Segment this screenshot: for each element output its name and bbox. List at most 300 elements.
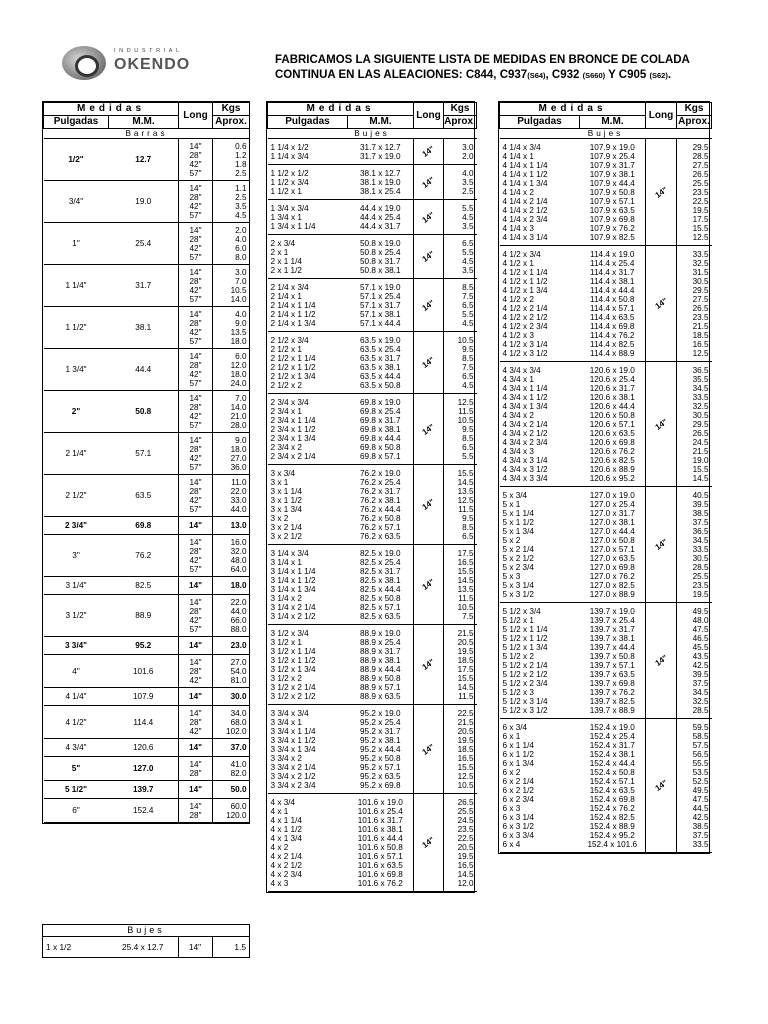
barra-kgs-values xyxy=(213,394,247,430)
buje-mm-values-line: 139.7 x 88.9 xyxy=(589,705,635,715)
buje-mm-values-line: 69.8 x 50.8 xyxy=(360,442,401,452)
buje-kgs-values-line: 30.5 xyxy=(692,410,709,420)
buje-pulgadas-values-line: 3 1/2 x 2 1/4 xyxy=(270,682,316,692)
headline-sep-2: Y C905 xyxy=(605,69,650,81)
barra-kgs-values-line: 44.0 xyxy=(230,504,247,514)
barra-pulgadas: 3 3/4" xyxy=(44,637,109,655)
barra-pulgadas: 1 3/4" xyxy=(44,349,109,391)
buje-pulgadas xyxy=(268,332,348,394)
buje-mm-values-line: 120.6 x 31.7 xyxy=(589,383,635,393)
buje-pulgadas-values-line: 6 x 2 xyxy=(502,767,521,777)
buje-kgs-values-line: 5.5 xyxy=(462,247,474,257)
buje-pulgadas-values-line: 1 1/2 x 1/2 xyxy=(270,168,309,178)
buje-kgs-values-line: 34.5 xyxy=(692,687,709,697)
barra-kgs-values-line: 1.2 xyxy=(235,150,247,160)
barra-long-values-line: 57" xyxy=(189,336,202,346)
buje-pulgadas-values-line: 2 3/4 x 1 1/2 xyxy=(270,424,316,434)
buje-kgs-values-line: 28.5 xyxy=(692,151,709,161)
header-aprox: Aprox. xyxy=(213,116,250,129)
buje-pulgadas-values-line: 3 1/2 x 1 1/4 xyxy=(270,646,316,656)
barra-kgs-values xyxy=(213,598,247,634)
buje-kgs-values-line: 19.5 xyxy=(457,735,474,745)
buje-kgs-values-line: 38.5 xyxy=(692,821,709,831)
buje-long xyxy=(414,545,444,625)
buje-mm-values-line: 63.5 x 50.8 xyxy=(360,380,401,390)
barra-long-values-line: 57" xyxy=(189,420,202,430)
barra-long-values-line: 42" xyxy=(189,411,202,421)
buje-pulgadas-values-line: 5 1/2 x 3 1/4 xyxy=(502,696,548,706)
buje-mm-values-line: 76.2 x 38.1 xyxy=(360,495,401,505)
buje-mm-values-line: 57.1 x 19.0 xyxy=(360,282,401,292)
buje-mm-values-line: 88.9 x 57.1 xyxy=(360,682,401,692)
buje-pulgadas-values-line: 5 x 2 3/4 xyxy=(502,562,534,572)
header-long: Long xyxy=(646,103,677,129)
buje-pulgadas-values-line: 5 1/2 x 1 1/2 xyxy=(502,633,548,643)
barra-long-values xyxy=(179,709,212,736)
buje-pulgadas-values-line: 3 3/4 x 2 xyxy=(270,753,302,763)
buje-mm-values-line: 152.4 x 95.2 xyxy=(589,830,635,840)
table-row xyxy=(268,200,477,235)
buje-mm-values-line: 139.7 x 76.2 xyxy=(589,687,635,697)
buje-mm-values-line: 63.5 x 38.1 xyxy=(360,362,401,372)
buje-mm-values-line: 82.5 x 31.7 xyxy=(360,566,401,576)
buje-pulgadas-values-line: 4 1/2 x 2 1/4 xyxy=(502,303,548,313)
buje-kgs-values xyxy=(444,629,474,701)
buje-mm-values-line: 88.9 x 44.4 xyxy=(360,664,401,674)
buje-pulgadas-values-line: 3 1/2 x 1 xyxy=(270,637,302,647)
barra-kgs-values-line: 34.0 xyxy=(230,708,247,718)
barra-long-values xyxy=(179,692,212,701)
buje-pulgadas-values-line: 1 1/2 x 1 xyxy=(270,186,302,196)
header-medidas: Medidas xyxy=(268,103,414,116)
buje-kgs-values-line: 32.5 xyxy=(692,696,709,706)
table-row xyxy=(44,181,250,223)
barra-kgs xyxy=(213,799,250,823)
buje-pulgadas-values-line: 3 1/4 x 3/4 xyxy=(270,548,309,558)
buje-mm-values-line: 69.8 x 57.1 xyxy=(360,451,401,461)
buje-long-label: 14" xyxy=(653,416,669,432)
barra-kgs xyxy=(213,739,250,757)
header-long: Long xyxy=(414,103,444,129)
buje-mm-values-line: 101.6 x 76.2 xyxy=(357,878,403,888)
buje-mm-values-line: 152.4 x 57.1 xyxy=(589,776,635,786)
barra-long-values xyxy=(179,785,212,794)
buje-pulgadas-values-line: 4 1/4 x 1 1/2 xyxy=(502,169,548,179)
buje-kgs-values-line: 12.5 xyxy=(457,397,474,407)
buje-pulgadas-values xyxy=(271,143,348,161)
barra-pulgadas: 3 1/2" xyxy=(44,595,109,637)
buje-pulgadas-values-line: 4 3/4 x 1 3/4 xyxy=(502,401,548,411)
buje-mm-values-line: 120.6 x 95.2 xyxy=(589,473,635,483)
buje-kgs-values xyxy=(444,204,474,231)
barra-long-values-line: 28" xyxy=(189,810,202,820)
barra-long-values-line: 14" xyxy=(189,183,202,193)
buje-kgs-values-line: 30.5 xyxy=(692,276,709,286)
buje-mm-values-line: 76.2 x 57.1 xyxy=(360,522,401,532)
barra-pulgadas: 3 1/4" xyxy=(44,577,109,595)
table-row xyxy=(500,487,712,603)
barra-long-values-line: 28" xyxy=(189,360,202,370)
buje-pulgadas-values-line: 4 x 3/4 xyxy=(270,797,296,807)
buje-pulgadas-values-line: 2 1/4 x 3/4 xyxy=(270,282,309,292)
barra-long-values-line: 28" xyxy=(189,444,202,454)
barra-long-values xyxy=(179,802,212,820)
buje-mm-values-line: 107.9 x 25.4 xyxy=(589,151,635,161)
table-row xyxy=(268,165,477,200)
buje-mm-values-line: 114.4 x 57.1 xyxy=(590,303,635,313)
buje-kgs-values-line: 25.5 xyxy=(457,806,474,816)
barra-long-values-line: 14" xyxy=(189,351,202,361)
buje-mm-values-line: 50.8 x 25.4 xyxy=(360,247,401,257)
barra-long-values-line: 14" xyxy=(189,309,202,319)
buje-long-label: 14" xyxy=(653,537,669,552)
buje-pulgadas-values-line: 4 3/4 x 2 1/2 xyxy=(502,428,548,438)
buje-pulgadas-values-line: 4 1/4 x 2 1/2 xyxy=(502,205,548,215)
buje-pulgadas-values-line: 2 x 3/4 xyxy=(270,238,296,248)
barra-long-values-line: 28" xyxy=(189,666,202,676)
buje-mm-values-line: 152.4 x 63.5 xyxy=(589,785,635,795)
buje-mm-values-line: 101.6 x 50.8 xyxy=(357,842,403,852)
buje-pulgadas-values-line: 1 3/4 x 1 1/4 xyxy=(270,221,316,231)
buje-pulgadas-values-line: 4 3/4 x 1 xyxy=(502,374,534,384)
buje-pulgadas xyxy=(268,625,348,705)
buje-mm-values-line: 152.4 x 101.6 xyxy=(587,839,638,849)
barra-long-values-line: 28" xyxy=(189,546,202,556)
barra-long-values-line: 14" xyxy=(189,743,203,752)
buje-mm-values-line: 95.2 x 25.4 xyxy=(360,717,401,727)
barra-pulgadas: 3/4" xyxy=(44,181,109,223)
buje-pulgadas-values-line: 5 x 1 3/4 xyxy=(502,526,534,536)
buje-pulgadas-values-line: 6 x 1 1/2 xyxy=(502,749,534,759)
buje-kgs-values xyxy=(444,549,474,621)
buje-pulgadas-values xyxy=(271,469,348,541)
barra-long-values-line: 42" xyxy=(189,285,202,295)
buje-long-label: 14" xyxy=(420,355,437,370)
buje-kgs xyxy=(444,394,477,465)
buje-pulgadas-values-line: 4 3/4 x 2 1/4 xyxy=(502,419,548,429)
barra-long-values xyxy=(179,352,212,388)
barra-long-values xyxy=(179,394,212,430)
buje-kgs-values-line: 56.5 xyxy=(692,749,709,759)
barra-kgs xyxy=(213,637,250,655)
buje-long xyxy=(646,719,677,853)
buje-kgs-values-line: 14.5 xyxy=(457,477,474,487)
buje-mm-values-line: 63.5 x 44.4 xyxy=(360,371,401,381)
buje-mm-values-line: 82.5 x 38.1 xyxy=(360,575,401,585)
buje-mm xyxy=(348,200,414,235)
barra-kgs-values-line: 13.0 xyxy=(230,521,247,530)
barra-long xyxy=(179,577,213,595)
buje-kgs-values-line: 33.5 xyxy=(692,544,709,554)
buje-pulgadas-values-line: 4 1/4 x 2 xyxy=(502,187,534,197)
buje-pulgadas xyxy=(268,705,348,794)
barra-kgs xyxy=(213,517,250,535)
barra-long-values-line: 14" xyxy=(189,477,202,487)
buje-kgs-values-line: 35.5 xyxy=(692,374,709,384)
barra-kgs-values-line: 33.0 xyxy=(230,495,247,505)
buje-mm-values-line: 88.9 x 19.0 xyxy=(360,628,401,638)
buje-kgs-values-line: 2.0 xyxy=(462,151,474,161)
buje-mm-values-line: 82.5 x 19.0 xyxy=(360,548,401,558)
buje-mm xyxy=(348,235,414,279)
buje-long xyxy=(646,246,677,362)
buje-pulgadas xyxy=(268,165,348,200)
barra-pulgadas: 4 3/4" xyxy=(44,739,109,757)
buje-pulgadas-values-line: 4 1/4 x 1 3/4 xyxy=(502,178,548,188)
buje-mm-values-line: 152.4 x 38.1 xyxy=(589,749,635,759)
buje-mm-values-line: 57.1 x 31.7 xyxy=(360,300,401,310)
buje-mm-values-line: 38.1 x 25.4 xyxy=(360,186,401,196)
barra-long-values-line: 57" xyxy=(189,624,202,634)
buje-kgs-values-line: 34.5 xyxy=(692,535,709,545)
page-header xyxy=(0,0,768,100)
buje-kgs-values-line: 3.0 xyxy=(462,142,474,152)
barra-kgs-values-line: 18.0 xyxy=(230,369,247,379)
buje-kgs-values-line: 8.5 xyxy=(462,522,474,532)
barra-long xyxy=(179,391,213,433)
bujes-table-2 xyxy=(266,101,475,893)
barra-long-values-line: 42" xyxy=(189,243,202,253)
barra-kgs xyxy=(213,595,250,637)
buje-pulgadas-values-line: 2 1/4 x 1 1/4 xyxy=(270,300,316,310)
barra-long-values-line: 57" xyxy=(189,564,202,574)
headline-s64: (S64) xyxy=(527,71,546,80)
header-pulgadas: Pulgadas xyxy=(44,116,109,129)
barra-long-values-line: 42" xyxy=(189,201,202,211)
buje-mm-values-line: 127.0 x 25.4 xyxy=(589,499,635,509)
buje-mm-values-line: 95.2 x 31.7 xyxy=(360,726,401,736)
buje-pulgadas-values-line: 2 1/2 x 1 1/2 xyxy=(270,362,316,372)
buje-kgs-values-line: 14.5 xyxy=(457,869,474,879)
buje-mm-values-line: 69.8 x 25.4 xyxy=(360,406,401,416)
buje-mm-values-line: 101.6 x 25.4 xyxy=(357,806,403,816)
barra-kgs xyxy=(213,433,250,475)
buje-kgs-values-line: 8.5 xyxy=(462,433,474,443)
buje-pulgadas-values-line: 3 3/4 x 1 1/4 xyxy=(270,726,316,736)
buje-long-label: 14" xyxy=(420,741,437,757)
table-row xyxy=(268,625,477,705)
buje-mm-values-line: 114.4 x 76.2 xyxy=(590,330,635,340)
barra-mm: 107.9 xyxy=(109,688,179,706)
buje-mm-values-line: 38.1 x 19.0 xyxy=(360,177,401,187)
section-title: Bujes xyxy=(500,129,712,139)
buje-kgs xyxy=(677,719,712,853)
buje-mm-values-line: 127.0 x 76.2 xyxy=(589,571,635,581)
buje-kgs-values-line: 10.5 xyxy=(457,335,474,345)
buje-pulgadas xyxy=(268,279,348,332)
buje-pulgadas-values xyxy=(271,549,348,621)
barra-long xyxy=(179,781,213,799)
buje-pulgadas xyxy=(500,719,580,853)
barra-kgs-values xyxy=(213,692,247,701)
buje-kgs-values-line: 4.5 xyxy=(462,212,474,222)
table-row xyxy=(44,655,250,688)
buje-mm-values-line: 152.4 x 25.4 xyxy=(589,731,635,741)
buje-pulgadas-values-line: 2 1/2 x 1 3/4 xyxy=(270,371,316,381)
buje-kgs-values-line: 15.5 xyxy=(457,762,474,772)
barra-long xyxy=(179,799,213,823)
barra-kgs-values xyxy=(213,268,247,304)
buje-pulgadas-values-line: 1 1/4 x 1/2 xyxy=(270,142,309,152)
buje-mm-values-line: 120.6 x 50.8 xyxy=(589,410,635,420)
buje-kgs-values-line: 44.5 xyxy=(692,803,709,813)
barra-mm: 31.7 xyxy=(109,265,179,307)
barra-kgs-values-line: 3.0 xyxy=(235,267,247,277)
buje-mm-values-line: 127.0 x 57.1 xyxy=(589,544,635,554)
buje-mm-values-line: 31.7 x 19.0 xyxy=(360,151,401,161)
barra-kgs-values-line: 82.0 xyxy=(230,768,247,778)
buje-mm-values-line: 63.5 x 19.0 xyxy=(360,335,401,345)
buje-kgs-values-line: 36.5 xyxy=(692,365,709,375)
buje-kgs-values-line: 6.5 xyxy=(462,371,474,381)
buje-pulgadas-values xyxy=(503,366,580,483)
barra-long xyxy=(179,475,213,517)
buje-kgs xyxy=(677,362,712,487)
barra-kgs-values-line: 32.0 xyxy=(230,546,247,556)
buje-mm-values-line: 95.2 x 19.0 xyxy=(360,708,401,718)
buje-pulgadas-values xyxy=(271,169,348,196)
buje-pulgadas-values-line: 4 x 2 1/4 xyxy=(270,851,302,861)
buje-kgs-values-line: 58.5 xyxy=(692,731,709,741)
barra-long-values-line: 28" xyxy=(189,717,202,727)
barra-long-values-line: 14" xyxy=(189,641,203,650)
buje-mm-values xyxy=(580,491,646,599)
buje-kgs-values xyxy=(677,491,709,599)
barra-kgs-values-line: 10.5 xyxy=(230,285,247,295)
buje-kgs-values-line: 9.5 xyxy=(462,424,474,434)
buje-mm-values-line: 82.5 x 57.1 xyxy=(360,602,401,612)
table-row xyxy=(44,739,250,757)
buje-pulgadas-values-line: 3 1/4 x 1 1/4 xyxy=(270,566,316,576)
barra-long xyxy=(179,517,213,535)
buje-pulgadas-values xyxy=(271,204,348,231)
barra-long xyxy=(179,688,213,706)
header-kgs: Kgs xyxy=(677,103,712,116)
barra-long-values-line: 14" xyxy=(189,785,203,794)
buje-mm-values-line: 120.6 x 82.5 xyxy=(589,455,635,465)
buje-kgs-values-line: 24.5 xyxy=(692,437,709,447)
buje-pulgadas-values-line: 4 1/4 x 2 3/4 xyxy=(502,214,548,224)
buje-mm xyxy=(348,279,414,332)
buje-pulgadas-values-line: 3 x 1 3/4 xyxy=(270,504,302,514)
barra-kgs-values xyxy=(213,310,247,346)
barra-kgs-values-line: 11.0 xyxy=(231,477,247,487)
buje-pulgadas-values-line: 6 x 1 1/4 xyxy=(502,740,534,750)
barra-long-values xyxy=(179,598,212,634)
barra-mm: 139.7 xyxy=(109,781,179,799)
buje-long xyxy=(646,362,677,487)
buje-long xyxy=(646,139,677,246)
buje-mm-values-line: 114.4 x 19.0 xyxy=(590,249,635,259)
barra-long-values-line: 14" xyxy=(189,393,202,403)
barra-kgs xyxy=(213,139,250,181)
buje-pulgadas xyxy=(268,465,348,545)
barra-long-values xyxy=(179,226,212,262)
barra-kgs-values-line: 68.0 xyxy=(230,717,247,727)
barra-mm: 38.1 xyxy=(109,307,179,349)
barra-long-values-line: 14" xyxy=(189,581,203,590)
buje-mm-values-line: 152.4 x 82.5 xyxy=(589,812,635,822)
barra-pulgadas: 3" xyxy=(44,535,109,577)
buje-pulgadas-values-line: 3 x 2 1/2 xyxy=(270,531,302,541)
barra-mm: 95.2 xyxy=(109,637,179,655)
buje-kgs-values-line: 42.5 xyxy=(692,812,709,822)
table-row xyxy=(44,433,250,475)
buje-kgs-values-line: 15.5 xyxy=(457,673,474,683)
buje-kgs-values-line: 43.5 xyxy=(692,651,709,661)
buje-kgs-values-line: 26.5 xyxy=(692,303,709,313)
buje-pulgadas-values-line: 3 x 2 1/4 xyxy=(270,522,302,532)
buje-mm-values-line: 107.9 x 57.1 xyxy=(589,196,635,206)
buje-pulgadas-values-line: 4 1/2 x 1 1/4 xyxy=(502,267,548,277)
buje-pulgadas-values xyxy=(503,607,580,715)
buje-mm-values-line: 44.4 x 19.0 xyxy=(360,203,401,213)
headline-line-1: FABRICAMOS LA SIGUIENTE LISTA DE MEDIDAS EN BRONCE DE COLADA xyxy=(275,54,690,66)
barra-mm: 76.2 xyxy=(109,535,179,577)
buje-kgs-values-line: 25.5 xyxy=(692,178,709,188)
buje-mm-values-line: 57.1 x 25.4 xyxy=(360,291,401,301)
buje-long xyxy=(414,332,444,394)
buje-long xyxy=(414,794,444,892)
buje-mm xyxy=(348,705,414,794)
barra-kgs-values xyxy=(213,743,247,752)
barra-kgs-values-line: 64.0 xyxy=(230,564,247,574)
buje-kgs-values-line: 15.5 xyxy=(457,566,474,576)
buje-kgs-values-line: 11.5 xyxy=(458,691,474,701)
bujes-small-table xyxy=(42,924,250,958)
buje-mm-values-line: 139.7 x 25.4 xyxy=(589,615,635,625)
barra-kgs-values-line: 1.8 xyxy=(235,159,247,169)
buje-pulgadas-values-line: 3 1/2 x 1 3/4 xyxy=(270,664,316,674)
buje-mm-values-line: 114.4 x 38.1 xyxy=(590,276,635,286)
barra-pulgadas: 1 1/2" xyxy=(44,307,109,349)
table-row xyxy=(44,265,250,307)
buje-kgs-values-line: 20.5 xyxy=(457,726,474,736)
barra-mm: 50.8 xyxy=(109,391,179,433)
buje-kgs-values-line: 26.5 xyxy=(692,169,709,179)
buje-mm-values-line: 139.7 x 63.5 xyxy=(589,669,635,679)
buje-mm-values-line: 139.7 x 19.0 xyxy=(589,606,635,616)
barra-kgs-values xyxy=(213,785,247,794)
table-row xyxy=(43,937,249,957)
buje-pulgadas-values-line: 3 1/4 x 2 1/2 xyxy=(270,611,316,621)
buje-mm-values-line: 63.5 x 25.4 xyxy=(360,344,401,354)
buje-kgs-values-line: 49.5 xyxy=(692,606,709,616)
buje-mm-values-line: 139.7 x 82.5 xyxy=(589,696,635,706)
barra-long-values-line: 14" xyxy=(189,141,202,151)
buje-kgs-values xyxy=(444,469,474,541)
barra-kgs-values-line: 88.0 xyxy=(230,624,247,634)
buje-pulgadas-values-line: 3 1/2 x 2 xyxy=(270,673,302,683)
buje-kgs-values-line: 42.5 xyxy=(692,660,709,670)
buje-kgs-values-line: 18.5 xyxy=(457,655,474,665)
barra-kgs-values-line: 44.0 xyxy=(230,606,247,616)
buje-mm-values-line: 114.4 x 69.8 xyxy=(590,321,635,331)
buje-pulgadas-values-line: 3 1/2 x 2 1/2 xyxy=(270,691,316,701)
buje-pulgadas xyxy=(268,394,348,465)
barra-mm: 12.7 xyxy=(109,139,179,181)
barra-kgs-values-line: 14.0 xyxy=(230,402,247,412)
buje-kgs-values-line: 8.5 xyxy=(462,353,474,363)
barra-pulgadas: 2" xyxy=(44,391,109,433)
buje-kgs-values-line: 34.5 xyxy=(692,383,709,393)
buje-pulgadas-values xyxy=(271,629,348,701)
barra-long-values xyxy=(179,658,212,685)
buje-mm-values-line: 101.6 x 63.5 xyxy=(357,860,403,870)
barra-long-values-line: 42" xyxy=(189,555,202,565)
buje-mm-values-line: 127.0 x 82.5 xyxy=(589,580,635,590)
buje-kgs xyxy=(677,246,712,362)
